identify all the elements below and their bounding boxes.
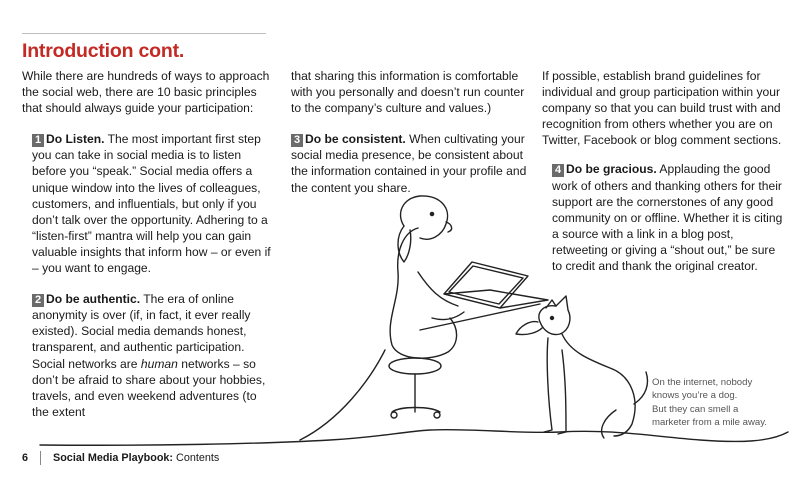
caption-line: marketer from a mile away.	[652, 417, 767, 429]
dog-2-body	[562, 334, 635, 436]
page-title: Introduction cont.	[22, 40, 185, 62]
principle-body: The era of online anonymity is over (if, in fact, it ever really existed). Social media demands honest, transparent, and authentic participation. Social networks are	[32, 292, 251, 371]
book-title: Social Media Playbook:	[53, 452, 174, 464]
continued-paragraph: that sharing this information is comfortable with you personally and doesn’t run counter to the company’s culture and values.)	[291, 69, 525, 116]
footer-divider	[40, 451, 41, 465]
principle-3	[291, 131, 531, 195]
dog-2-head	[539, 296, 570, 335]
principle-2	[22, 291, 272, 420]
principle-4	[542, 161, 787, 274]
caption-line: But they can smell a	[652, 403, 739, 415]
section-name: Contents	[176, 452, 220, 464]
title-rule	[22, 33, 266, 34]
principle-body: Applauding the good work of others and thanking others for their support are the cornerstones of any good community on or offline. Whether it is citing a source with a link in a blog post, retweeting or giving a “shout out,” be sure to credit and thank the original creator.	[552, 162, 783, 274]
principle-number: 3	[291, 134, 303, 147]
page-footer	[22, 451, 219, 465]
principle-heading: Do be gracious.	[566, 162, 657, 177]
principle-heading: Do be authentic.	[46, 292, 141, 307]
stool-seat	[389, 358, 441, 374]
page-number: 6	[22, 452, 29, 464]
laptop-screen	[444, 262, 528, 308]
laptop-base	[444, 290, 548, 308]
principle-number: 2	[32, 294, 44, 307]
ground-line	[40, 430, 788, 446]
column-1	[22, 68, 272, 420]
principle-body-cont: networks – so don’t be afraid to share about your hobbies, travels, and even weekend adventures (to the extent	[32, 356, 266, 419]
principle-heading: Do Listen.	[46, 132, 105, 147]
column-3	[542, 68, 787, 274]
continued-paragraph: If possible, establish brand guidelines for individual and group participation within your company so that you can build trust with and recognition from others whether you are on Twitter, Facebook or blog comment sections.	[542, 69, 782, 148]
dog-1-body	[390, 228, 456, 358]
caption-line: On the internet, nobody	[652, 377, 753, 388]
column-2	[291, 68, 531, 196]
intro-paragraph: While there are hundreds of ways to approach the social web, there are 10 basic principles that should always guide your participation:	[22, 69, 270, 116]
principle-heading: Do be consistent.	[305, 132, 406, 147]
principle-number: 1	[32, 134, 44, 147]
principle-body: The most important first step you can take in social media is to listen before you “speak.” Social media offers a unique window into the lives of colleagues, customers, and influentials, but only if you don’t talk over the opportunity. Adhering to a “listen-first” mantra will help you can gain valuable insights that inform how – or even if – you want to engage.	[32, 132, 271, 276]
principle-body: When cultivating your social media presence, be consistent about the information contained in your profile and the content you share.	[291, 132, 527, 195]
illustration-caption	[652, 376, 802, 430]
dog-1-head	[401, 196, 448, 239]
caption-line: knows you’re a dog.	[652, 390, 738, 402]
principle-emphasis: human	[140, 356, 178, 371]
principle-1	[22, 131, 272, 276]
principle-number: 4	[552, 164, 564, 177]
